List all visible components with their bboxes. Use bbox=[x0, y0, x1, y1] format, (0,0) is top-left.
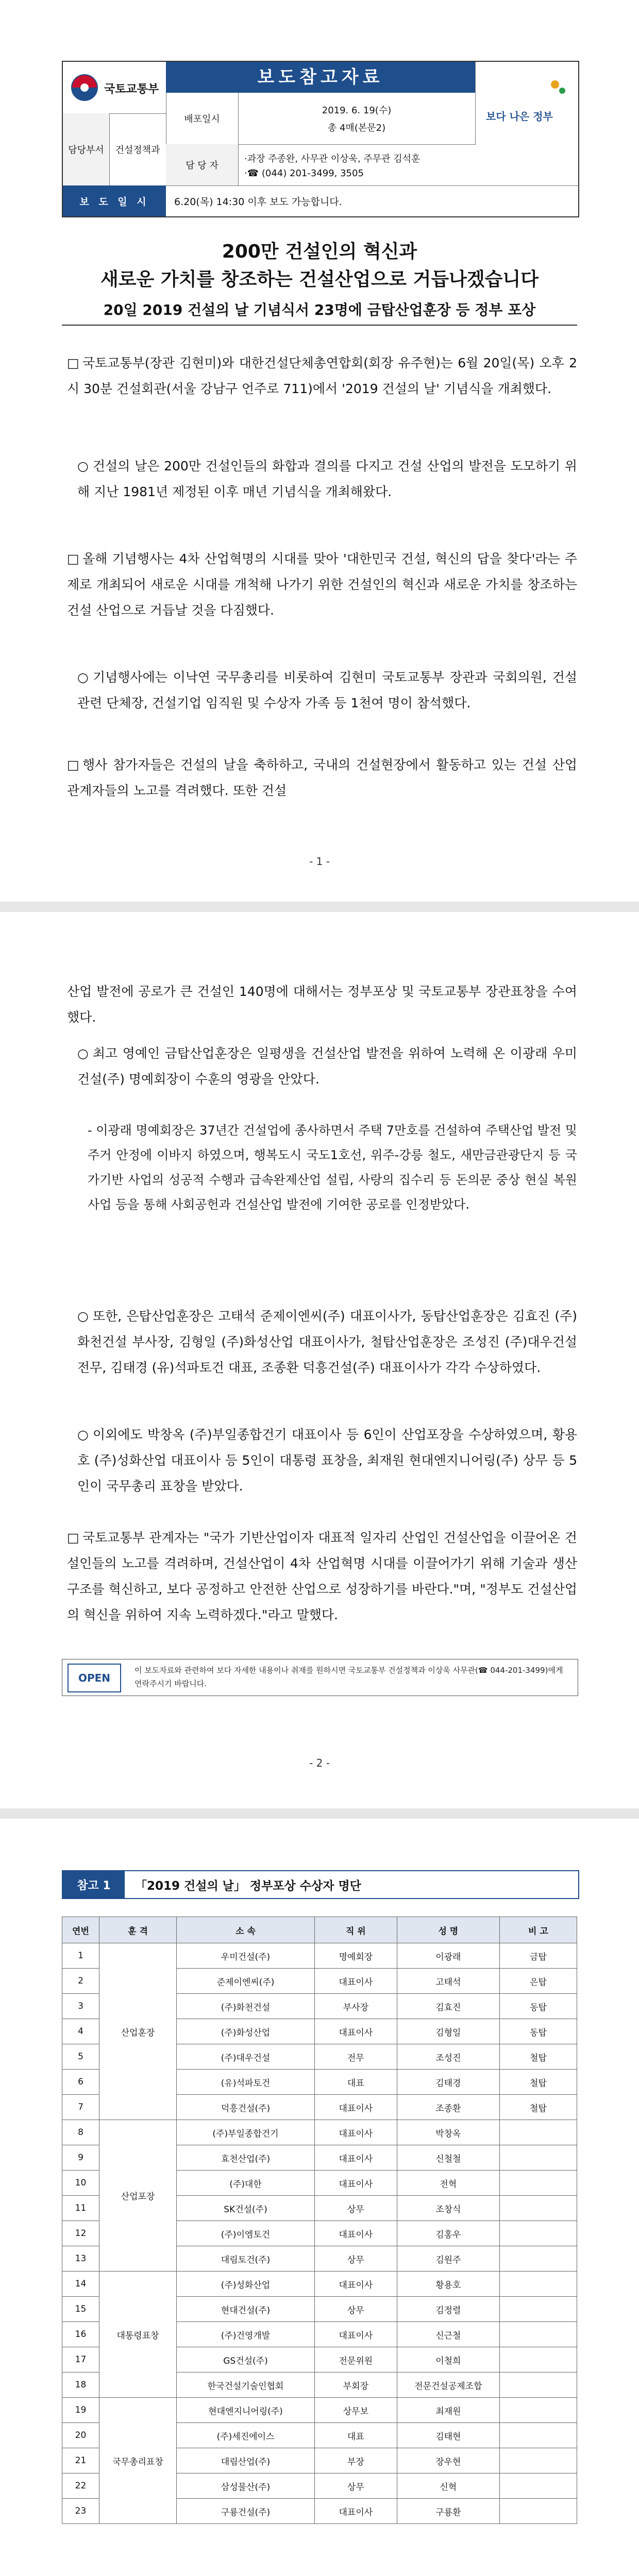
table-cell: 산업포장 bbox=[99, 2120, 176, 2272]
table-cell: 대표이사 bbox=[314, 2019, 397, 2044]
table-cell: 대림산업(주) bbox=[177, 2448, 315, 2473]
paragraph-10 bbox=[77, 1422, 577, 1499]
table-cell: 상무 bbox=[314, 2196, 397, 2221]
table-cell bbox=[499, 2120, 577, 2145]
table-cell: 3 bbox=[62, 1994, 99, 2019]
annex-tag: 참고 1 bbox=[63, 1871, 125, 1898]
paragraph-text: 국토교통부(장관 김현미)와 대한건설단체총연합회(회장 유주현)는 6월 20일(목) 오후 2시 30분 건설회관(서울 강남구 언주로 711)에서 '2019 건설의 날' 기념식을 개최했다. bbox=[67, 355, 577, 396]
table-cell: 18 bbox=[62, 2372, 99, 2398]
col-header: 훈 격 bbox=[99, 1917, 176, 1943]
table-cell: 동탑 bbox=[499, 2019, 577, 2044]
page-number: - 2 - bbox=[309, 1757, 330, 1769]
table-cell: 대표 bbox=[314, 2423, 397, 2448]
paragraph-2 bbox=[77, 453, 577, 505]
paragraph-text: 또한, 은탑산업훈장은 고태석 준제이엔씨(주) 대표이사가, 동탑산업훈장은 김효진 (주)화천건설 부사장, 김형일 (주)화성산업 대표이사가, 철탑산업훈장은 조성진 (주)대우건설 전무, 김태경 (유)석파토건 대표, 조종환 덕흥건설(주) 대표이사가 각각 수상하였다. bbox=[77, 1309, 577, 1375]
table-cell: 산업훈장 bbox=[99, 1943, 176, 2120]
table-cell: 6 bbox=[62, 2070, 99, 2095]
table-cell: 상무 bbox=[314, 2297, 397, 2322]
distribution-value: 2019. 6. 19(수) bbox=[322, 105, 392, 116]
bullet-mark: □ bbox=[67, 757, 79, 772]
table-cell: 대표 bbox=[314, 2070, 397, 2095]
bullet-mark: ○ bbox=[77, 1427, 89, 1442]
table-cell: 9 bbox=[62, 2145, 99, 2171]
table-cell bbox=[499, 2448, 577, 2473]
table-cell bbox=[499, 2171, 577, 2196]
table-cell bbox=[499, 2423, 577, 2448]
paragraph-9 bbox=[77, 1303, 577, 1381]
table-cell: 1 bbox=[62, 1943, 99, 1969]
paragraph-text: 산업 발전에 공로가 큰 건설인 140명에 대해서는 정부포상 및 국토교통부 장관표창을 수여했다. bbox=[67, 984, 577, 1025]
table-cell: 동탑 bbox=[499, 1994, 577, 2019]
slogan-text: 보다 나은 정부 bbox=[486, 110, 553, 123]
table-cell: GS건설(주) bbox=[177, 2347, 315, 2372]
headline-line1: 200만 건설인의 혁신과 bbox=[222, 241, 417, 262]
table-cell bbox=[499, 2322, 577, 2347]
col-header: 직 위 bbox=[314, 1917, 397, 1943]
page-separator bbox=[0, 1808, 639, 1819]
table-cell: 고태석 bbox=[397, 1969, 499, 1994]
table-cell: 이광래 bbox=[397, 1943, 499, 1969]
table-cell: 4 bbox=[62, 2019, 99, 2044]
table-cell: 우미건설(주) bbox=[177, 1943, 315, 1969]
table-cell: 대표이사 bbox=[314, 2120, 397, 2145]
page-2 bbox=[0, 912, 639, 1808]
table-cell: 황용호 bbox=[397, 2272, 499, 2297]
bullet-mark: □ bbox=[67, 355, 79, 370]
manager-cell bbox=[238, 144, 578, 186]
slogan-logo bbox=[475, 62, 579, 144]
bullet-mark: ○ bbox=[77, 459, 89, 473]
table-row bbox=[62, 2398, 577, 2423]
table-cell: (주)이엠토건 bbox=[177, 2221, 315, 2246]
paragraph-text: - 이광래 명예회장은 37년간 건설업에 종사하면서 주택 7만호를 건설하여 주택산업 발전 및 주거 안정에 이바지 하였으며, 행복도시 국도1호선, 위주-강릉 철도, 새만금관광단지 등 국가기반 사업의 성공적 수행과 급속완제산업 설립, 사랑의 집수리 등 돈의문 중상 현실 복원 사업 등을 통해 사회공헌과 건설산업 발전에 기여한 공로를 인정받았다. bbox=[88, 1123, 577, 1212]
table-cell: 전문건설공제조합 bbox=[397, 2372, 499, 2398]
table-cell: 이철희 bbox=[397, 2347, 499, 2372]
table-cell: 20 bbox=[62, 2423, 99, 2448]
table-cell: 구룡환 bbox=[397, 2499, 499, 2524]
headline-divider bbox=[62, 325, 577, 326]
table-cell: 부사장 bbox=[314, 1994, 397, 2019]
manager-phone: ·☎ (044) 201-3499, 3505 bbox=[244, 167, 364, 179]
table-cell: 신근철 bbox=[397, 2322, 499, 2347]
total-pages: 총 4매(본문2) bbox=[327, 123, 386, 133]
table-cell bbox=[499, 2272, 577, 2297]
table-cell: 덕흥건설(주) bbox=[177, 2095, 315, 2120]
paragraph-7 bbox=[77, 1041, 577, 1092]
doc-type-title: 보도참고자료 bbox=[166, 62, 475, 93]
paragraph-3 bbox=[67, 546, 577, 623]
table-cell: 대표이사 bbox=[314, 2322, 397, 2347]
ministry-emblem-icon bbox=[69, 72, 100, 103]
paragraph-4 bbox=[77, 665, 577, 716]
contact-footer bbox=[62, 1659, 578, 1696]
table-cell: (유)석파토건 bbox=[177, 2070, 315, 2095]
paragraph-text: 국토교통부 관계자는 "국가 기반산업이자 대표적 일자리 산업인 건설산업을 이끌어온 건설인들의 노고를 격려하며, 건설산업이 4차 산업혁명 시대를 이끌어가기 위해 기술과 생산구조를 혁신하고, 보다 공정하고 안전한 산업으로 성장하기를 바란다."며, "정부도 건설산업의 혁신을 위하여 지속 노력하겠다."라고 말했다. bbox=[67, 1530, 577, 1622]
page-number: - 1 - bbox=[309, 855, 330, 868]
table-row bbox=[62, 2120, 577, 2145]
table-row bbox=[62, 2272, 577, 2297]
table-cell: 14 bbox=[62, 2272, 99, 2297]
sparkle-icon bbox=[548, 77, 568, 98]
table-cell: 명예회장 bbox=[314, 1943, 397, 1969]
table-cell: 11 bbox=[62, 2196, 99, 2221]
table-cell: (주)성화산업 bbox=[177, 2272, 315, 2297]
table-cell bbox=[499, 2297, 577, 2322]
table-cell: 7 bbox=[62, 2095, 99, 2120]
col-header: 연번 bbox=[62, 1917, 99, 1943]
table-cell: 대표이사 bbox=[314, 2272, 397, 2297]
table-cell: 최재원 bbox=[397, 2398, 499, 2423]
table-cell: 장우현 bbox=[397, 2448, 499, 2473]
table-cell: 상무 bbox=[314, 2473, 397, 2499]
table-cell: 대표이사 bbox=[314, 1969, 397, 1994]
table-cell: 전혁 bbox=[397, 2171, 499, 2196]
annex-title: 「2019 건설의 날」 정부포상 수상자 명단 bbox=[135, 1879, 361, 1893]
table-cell: 신혁 bbox=[397, 2473, 499, 2499]
table-cell: 22 bbox=[62, 2473, 99, 2499]
table-cell: 김홍우 bbox=[397, 2221, 499, 2246]
table-cell: 상무 bbox=[314, 2246, 397, 2272]
paragraph-text: 최고 영예인 금탑산업훈장은 일평생을 건설산업 발전을 위하여 노력해 온 이광래 우미건설(주) 명예회장이 수훈의 영광을 안았다. bbox=[77, 1046, 577, 1087]
table-cell: 조종환 bbox=[397, 2095, 499, 2120]
table-cell: (주)화성산업 bbox=[177, 2019, 315, 2044]
paragraph-6 bbox=[67, 979, 577, 1030]
page-separator bbox=[0, 902, 639, 912]
table-cell: 대표이사 bbox=[314, 2221, 397, 2246]
table-cell: 김원주 bbox=[397, 2246, 499, 2272]
distribution-label: 배포일시 bbox=[166, 93, 239, 145]
paragraph-5 bbox=[67, 752, 577, 804]
press-header bbox=[62, 61, 579, 217]
table-cell: 대림토건(주) bbox=[177, 2246, 315, 2272]
award-table bbox=[62, 1917, 577, 2524]
table-header-row bbox=[62, 1917, 577, 1943]
paragraph-11 bbox=[67, 1525, 577, 1628]
table-row bbox=[62, 1943, 577, 1969]
paragraph-text: 행사 참가자들은 건설의 날을 축하하고, 국내의 건설현장에서 활동하고 있는 건설 산업 관계자들의 노고를 격려했다. 또한 건설 bbox=[67, 757, 577, 798]
table-cell bbox=[499, 2221, 577, 2246]
table-cell: 현대엔지니어링(주) bbox=[177, 2398, 315, 2423]
page-3 bbox=[0, 1819, 639, 2576]
table-cell: 한국건설기술인협회 bbox=[177, 2372, 315, 2398]
col-header: 성 명 bbox=[397, 1917, 499, 1943]
ministry-logo bbox=[63, 62, 166, 114]
embargo-label: 보 도 일 시 bbox=[63, 185, 166, 216]
table-cell bbox=[499, 2145, 577, 2171]
annex-1-header bbox=[62, 1870, 579, 1899]
table-cell: 효천산업(주) bbox=[177, 2145, 315, 2171]
embargo-row bbox=[63, 185, 578, 216]
table-cell: 23 bbox=[62, 2499, 99, 2524]
table-cell: 대표이사 bbox=[314, 2145, 397, 2171]
table-cell: 철탑 bbox=[499, 2095, 577, 2120]
table-cell: 12 bbox=[62, 2221, 99, 2246]
table-cell: (주)대한 bbox=[177, 2171, 315, 2196]
table-cell bbox=[499, 2196, 577, 2221]
table-cell: 16 bbox=[62, 2322, 99, 2347]
paragraph-8 bbox=[88, 1118, 577, 1217]
page-1 bbox=[0, 0, 639, 902]
table-cell: (주)부일종합건기 bbox=[177, 2120, 315, 2145]
table-cell: 대표이사 bbox=[314, 2499, 397, 2524]
table-cell: 철탑 bbox=[499, 2070, 577, 2095]
table-cell: 8 bbox=[62, 2120, 99, 2145]
table-cell: 철탑 bbox=[499, 2044, 577, 2070]
paragraph-text: 건설의 날은 200만 건설인들의 화합과 결의를 다지고 건설 산업의 발전을 도모하기 위해 지난 1981년 제정된 이후 매년 기념식을 개최해왔다. bbox=[77, 459, 577, 499]
table-cell: 준제이엔씨(주) bbox=[177, 1969, 315, 1994]
bullet-mark: ○ bbox=[77, 1046, 89, 1061]
table-cell: 박창옥 bbox=[397, 2120, 499, 2145]
table-cell: 금탑 bbox=[499, 1943, 577, 1969]
table-cell: SK건설(주) bbox=[177, 2196, 315, 2221]
paragraph-text: 올해 기념행사는 4차 산업혁명의 시대를 맞아 '대한민국 건설, 혁신의 답을 찾다'라는 주제로 개최되어 새로운 시대를 개척해 나가기 위한 건설인의 혁신과 새로운 가치를 창조하는 건설 산업으로 거듭날 것을 다짐했다. bbox=[67, 551, 577, 618]
table-cell: 현대건설(주) bbox=[177, 2297, 315, 2322]
table-cell: 15 bbox=[62, 2297, 99, 2322]
table-cell: 삼성물산(주) bbox=[177, 2473, 315, 2499]
table-cell: 21 bbox=[62, 2448, 99, 2473]
table-cell: 김형일 bbox=[397, 2019, 499, 2044]
ministry-name: 국토교통부 bbox=[104, 83, 159, 96]
award-table-body bbox=[62, 1943, 577, 2524]
bullet-mark: □ bbox=[67, 551, 79, 566]
table-cell: (주)세진에이스 bbox=[177, 2423, 315, 2448]
table-cell bbox=[499, 2372, 577, 2398]
paragraph-text: 이외에도 박창옥 (주)부일종합건기 대표이사 등 6인이 산업포장을 수상하였으며, 황용호 (주)성화산업 대표이사 등 5인이 대통령 표창을, 최재원 현대엔지니어링(주) 상무 등 5인이 국무총리 표창을 받았다. bbox=[77, 1427, 577, 1494]
table-cell bbox=[499, 2473, 577, 2499]
table-cell: 전무 bbox=[314, 2044, 397, 2070]
table-cell: 김효진 bbox=[397, 1994, 499, 2019]
table-cell: 전문위원 bbox=[314, 2347, 397, 2372]
embargo-value: 6.20(목) 14:30 이후 보도 가능합니다. bbox=[174, 196, 342, 208]
table-cell: 대표이사 bbox=[314, 2095, 397, 2120]
col-header: 비 고 bbox=[499, 1917, 577, 1943]
headline-sub: 20일 2019 건설의 날 기념식서 23명에 금탑산업훈장 등 정부 포상 bbox=[103, 301, 536, 318]
table-cell: 부장 bbox=[314, 2448, 397, 2473]
open-license-badge: OPEN bbox=[68, 1664, 121, 1692]
table-cell: 김태경 bbox=[397, 2070, 499, 2095]
table-cell: 13 bbox=[62, 2246, 99, 2272]
table-cell: 부회장 bbox=[314, 2372, 397, 2398]
table-cell: 구룡건설(주) bbox=[177, 2499, 315, 2524]
table-cell bbox=[499, 2398, 577, 2423]
table-cell: 국무총리표창 bbox=[99, 2398, 176, 2524]
manager-label: 담 당 자 bbox=[166, 144, 239, 186]
table-cell: 19 bbox=[62, 2398, 99, 2423]
paragraph-1 bbox=[67, 350, 577, 402]
table-cell: 대통령표창 bbox=[99, 2272, 176, 2398]
distribution-value-cell bbox=[238, 93, 476, 145]
table-cell: 은탑 bbox=[499, 1969, 577, 1994]
table-cell bbox=[499, 2246, 577, 2272]
headline-line2: 새로운 가치를 창조하는 건설산업으로 거듭나겠습니다 bbox=[100, 269, 539, 290]
bullet-mark: ○ bbox=[77, 1309, 89, 1324]
table-cell: (주)화천건설 bbox=[177, 1994, 315, 2019]
col-header: 소 속 bbox=[177, 1917, 315, 1943]
table-cell: 대표이사 bbox=[314, 2171, 397, 2196]
table-cell: 10 bbox=[62, 2171, 99, 2196]
table-cell bbox=[499, 2499, 577, 2524]
bullet-mark: ○ bbox=[77, 670, 89, 685]
table-cell: 5 bbox=[62, 2044, 99, 2070]
table-cell: 17 bbox=[62, 2347, 99, 2372]
table-cell: 조성진 bbox=[397, 2044, 499, 2070]
table-cell: 신철철 bbox=[397, 2145, 499, 2171]
table-cell: 조창식 bbox=[397, 2196, 499, 2221]
table-cell: (주)건영개발 bbox=[177, 2322, 315, 2347]
manager-value: ·과장 주종완, 사무관 이상욱, 주무관 김석훈 bbox=[244, 153, 421, 164]
dept-value: 건설정책과 bbox=[109, 113, 166, 186]
paragraph-text: 기념행사에는 이낙연 국무총리를 비롯하여 김현미 국토교통부 장관과 국회의원, 건설 관련 단체장, 건설기업 임직원 및 수상자 가족 등 1천여 명이 참석했다. bbox=[77, 670, 577, 710]
table-cell: 상무보 bbox=[314, 2398, 397, 2423]
table-cell: 김정렬 bbox=[397, 2297, 499, 2322]
table-cell: 2 bbox=[62, 1969, 99, 1994]
contact-text: 이 보도자료와 관련하여 보다 자세한 내용이나 취재를 원하시면 국토교통부 건설정책과 이상욱 사무관(☎ 044-201-3499)에게 연락주시기 바랍니다. bbox=[134, 1666, 563, 1688]
dept-label: 담당부서 bbox=[63, 113, 110, 186]
table-cell bbox=[499, 2347, 577, 2372]
table-cell: (주)대우건설 bbox=[177, 2044, 315, 2070]
table-cell: 김태현 bbox=[397, 2423, 499, 2448]
bullet-mark: □ bbox=[67, 1530, 79, 1545]
